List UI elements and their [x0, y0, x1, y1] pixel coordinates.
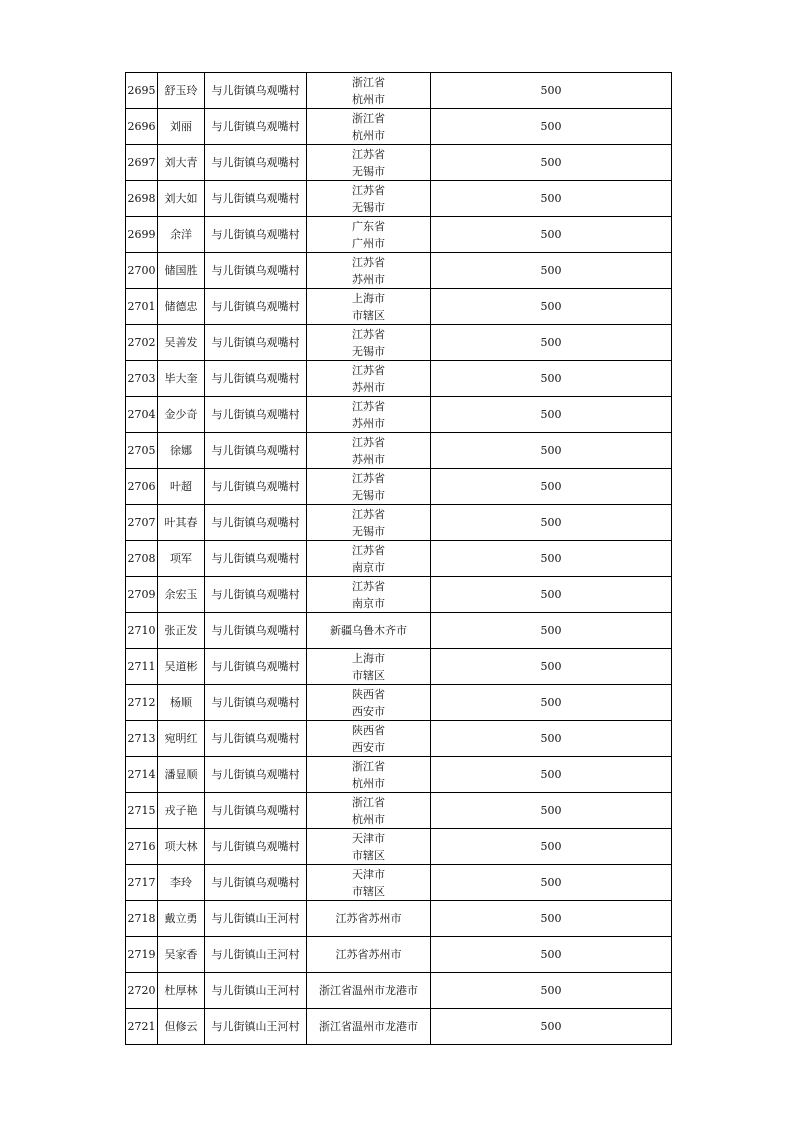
subsidy-amount: 500: [431, 901, 672, 937]
person-name: 杜厚林: [158, 973, 205, 1009]
subsidy-amount: 500: [431, 289, 672, 325]
location-line: 无锡市: [352, 524, 385, 538]
table-row: [126, 793, 672, 829]
location-line: 江苏省: [352, 507, 385, 521]
row-number: 2716: [126, 829, 158, 865]
table-row: [126, 109, 672, 145]
table-row: [126, 937, 672, 973]
location-line: 市辖区: [352, 308, 385, 322]
village-name: 与儿街镇乌观嘴村: [205, 505, 307, 541]
work-location: [307, 829, 431, 865]
table-row: [126, 433, 672, 469]
work-location: [307, 973, 431, 1009]
location-line: 江苏省: [352, 579, 385, 593]
row-number: 2719: [126, 937, 158, 973]
village-name: 与儿街镇乌观嘴村: [205, 469, 307, 505]
table-row: [126, 649, 672, 685]
person-name: 徐娜: [158, 433, 205, 469]
subsidy-amount: 500: [431, 757, 672, 793]
subsidy-amount: 500: [431, 505, 672, 541]
table-row: [126, 181, 672, 217]
location-line: 江苏省苏州市: [335, 948, 402, 961]
table-row: [126, 541, 672, 577]
row-number: 2708: [126, 541, 158, 577]
work-location: [307, 721, 431, 757]
row-number: 2702: [126, 325, 158, 361]
table-row: [126, 865, 672, 901]
work-location: [307, 145, 431, 181]
location-line: 无锡市: [352, 488, 385, 502]
village-name: 与儿街镇乌观嘴村: [205, 865, 307, 901]
person-name: 项军: [158, 541, 205, 577]
work-location: [307, 505, 431, 541]
table-row: [126, 145, 672, 181]
location-line: 浙江省: [352, 75, 385, 89]
location-line: 陕西省: [352, 723, 385, 737]
person-name: 吴道彬: [158, 649, 205, 685]
table-row: [126, 613, 672, 649]
work-location: [307, 757, 431, 793]
location-line: 市辖区: [352, 848, 385, 862]
subsidy-amount: 500: [431, 685, 672, 721]
work-location: [307, 937, 431, 973]
work-location: [307, 433, 431, 469]
work-location: [307, 901, 431, 937]
person-name: 吴家香: [158, 937, 205, 973]
person-name: 吴善发: [158, 325, 205, 361]
person-name: 宛明红: [158, 721, 205, 757]
table-row: [126, 217, 672, 253]
row-number: 2697: [126, 145, 158, 181]
row-number: 2698: [126, 181, 158, 217]
village-name: 与儿街镇山王河村: [205, 937, 307, 973]
location-line: 江苏省苏州市: [335, 912, 402, 925]
subsidy-amount: 500: [431, 937, 672, 973]
subsidy-amount: 500: [431, 217, 672, 253]
person-name: 戎子艳: [158, 793, 205, 829]
table-row: [126, 253, 672, 289]
subsidy-amount: 500: [431, 325, 672, 361]
village-name: 与儿街镇乌观嘴村: [205, 217, 307, 253]
village-name: 与儿街镇乌观嘴村: [205, 361, 307, 397]
row-number: 2695: [126, 73, 158, 109]
row-number: 2714: [126, 757, 158, 793]
location-line: 浙江省温州市龙港市: [319, 1020, 418, 1033]
person-name: 毕大奎: [158, 361, 205, 397]
person-name: 储国胜: [158, 253, 205, 289]
person-name: 叶其春: [158, 505, 205, 541]
work-location: [307, 217, 431, 253]
village-name: 与儿街镇山王河村: [205, 901, 307, 937]
work-location: [307, 361, 431, 397]
village-name: 与儿街镇乌观嘴村: [205, 397, 307, 433]
person-name: 刘大如: [158, 181, 205, 217]
location-line: 无锡市: [352, 200, 385, 214]
subsidy-amount: 500: [431, 469, 672, 505]
work-location: [307, 109, 431, 145]
village-name: 与儿街镇乌观嘴村: [205, 613, 307, 649]
village-name: 与儿街镇乌观嘴村: [205, 109, 307, 145]
work-location: [307, 685, 431, 721]
row-number: 2712: [126, 685, 158, 721]
location-line: 苏州市: [352, 272, 385, 286]
subsidy-amount: 500: [431, 109, 672, 145]
person-name: 项大林: [158, 829, 205, 865]
location-line: 广州市: [352, 236, 385, 250]
row-number: 2703: [126, 361, 158, 397]
work-location: [307, 1009, 431, 1045]
row-number: 2713: [126, 721, 158, 757]
table-row: [126, 757, 672, 793]
subsidy-amount: 500: [431, 361, 672, 397]
subsidy-amount: 500: [431, 649, 672, 685]
row-number: 2704: [126, 397, 158, 433]
subsidy-amount: 500: [431, 397, 672, 433]
table-row: [126, 685, 672, 721]
location-line: 浙江省: [352, 111, 385, 125]
village-name: 与儿街镇乌观嘴村: [205, 253, 307, 289]
table-row: [126, 721, 672, 757]
village-name: 与儿街镇乌观嘴村: [205, 577, 307, 613]
location-line: 南京市: [352, 596, 385, 610]
row-number: 2721: [126, 1009, 158, 1045]
subsidy-amount: 500: [431, 973, 672, 1009]
location-line: 西安市: [352, 740, 385, 754]
table-row: [126, 829, 672, 865]
location-line: 西安市: [352, 704, 385, 718]
village-name: 与儿街镇乌观嘴村: [205, 649, 307, 685]
table-row: [126, 397, 672, 433]
work-location: [307, 253, 431, 289]
person-name: 储德忠: [158, 289, 205, 325]
subsidy-amount: 500: [431, 577, 672, 613]
subsidy-amount: 500: [431, 433, 672, 469]
work-location: [307, 613, 431, 649]
person-name: 刘丽: [158, 109, 205, 145]
subsidy-amount: 500: [431, 145, 672, 181]
row-number: 2715: [126, 793, 158, 829]
village-name: 与儿街镇乌观嘴村: [205, 73, 307, 109]
table-row: [126, 289, 672, 325]
work-location: [307, 181, 431, 217]
table-row: [126, 73, 672, 109]
work-location: [307, 73, 431, 109]
subsidy-amount: 500: [431, 73, 672, 109]
row-number: 2710: [126, 613, 158, 649]
village-name: 与儿街镇乌观嘴村: [205, 829, 307, 865]
work-location: [307, 289, 431, 325]
person-name: 余宏玉: [158, 577, 205, 613]
location-line: 杭州市: [352, 128, 385, 142]
location-line: 苏州市: [352, 452, 385, 466]
row-number: 2706: [126, 469, 158, 505]
village-name: 与儿街镇乌观嘴村: [205, 685, 307, 721]
row-number: 2720: [126, 973, 158, 1009]
village-name: 与儿街镇乌观嘴村: [205, 541, 307, 577]
location-line: 江苏省: [352, 471, 385, 485]
location-line: 广东省: [352, 219, 385, 233]
location-line: 市辖区: [352, 668, 385, 682]
location-line: 无锡市: [352, 164, 385, 178]
location-line: 浙江省: [352, 759, 385, 773]
table-body: [126, 73, 672, 1045]
person-name: 金少奇: [158, 397, 205, 433]
work-location: [307, 397, 431, 433]
table-row: [126, 901, 672, 937]
person-name: 戴立勇: [158, 901, 205, 937]
person-name: 潘显顺: [158, 757, 205, 793]
subsidy-amount: 500: [431, 541, 672, 577]
location-line: 新疆乌鲁木齐市: [330, 624, 407, 637]
table-row: [126, 505, 672, 541]
subsidy-amount: 500: [431, 613, 672, 649]
location-line: 天津市: [352, 831, 385, 845]
subsidy-amount: 500: [431, 721, 672, 757]
row-number: 2711: [126, 649, 158, 685]
village-name: 与儿街镇乌观嘴村: [205, 433, 307, 469]
subsidy-amount: 500: [431, 793, 672, 829]
location-line: 江苏省: [352, 255, 385, 269]
location-line: 江苏省: [352, 543, 385, 557]
work-location: [307, 577, 431, 613]
location-line: 无锡市: [352, 344, 385, 358]
work-location: [307, 469, 431, 505]
person-name: 余洋: [158, 217, 205, 253]
location-line: 浙江省: [352, 795, 385, 809]
village-name: 与儿街镇乌观嘴村: [205, 721, 307, 757]
location-line: 江苏省: [352, 399, 385, 413]
work-location: [307, 325, 431, 361]
subsidy-amount: 500: [431, 829, 672, 865]
row-number: 2700: [126, 253, 158, 289]
location-line: 苏州市: [352, 416, 385, 430]
row-number: 2717: [126, 865, 158, 901]
person-name: 李玲: [158, 865, 205, 901]
village-name: 与儿街镇乌观嘴村: [205, 793, 307, 829]
village-name: 与儿街镇乌观嘴村: [205, 181, 307, 217]
village-name: 与儿街镇乌观嘴村: [205, 325, 307, 361]
table-row: [126, 1009, 672, 1045]
table-row: [126, 973, 672, 1009]
location-line: 上海市: [352, 291, 385, 305]
location-line: 杭州市: [352, 812, 385, 826]
village-name: 与儿街镇乌观嘴村: [205, 289, 307, 325]
subsidy-amount: 500: [431, 865, 672, 901]
person-name: 叶超: [158, 469, 205, 505]
row-number: 2709: [126, 577, 158, 613]
work-location: [307, 541, 431, 577]
location-line: 江苏省: [352, 147, 385, 161]
location-line: 陕西省: [352, 687, 385, 701]
location-line: 江苏省: [352, 327, 385, 341]
location-line: 浙江省温州市龙港市: [319, 984, 418, 997]
location-line: 天津市: [352, 867, 385, 881]
person-name: 舒玉玲: [158, 73, 205, 109]
row-number: 2696: [126, 109, 158, 145]
subsidy-table: [125, 72, 672, 1045]
table-row: [126, 325, 672, 361]
person-name: 但修云: [158, 1009, 205, 1045]
row-number: 2707: [126, 505, 158, 541]
village-name: 与儿街镇山王河村: [205, 973, 307, 1009]
work-location: [307, 865, 431, 901]
row-number: 2718: [126, 901, 158, 937]
subsidy-amount: 500: [431, 181, 672, 217]
row-number: 2701: [126, 289, 158, 325]
location-line: 南京市: [352, 560, 385, 574]
location-line: 杭州市: [352, 776, 385, 790]
location-line: 江苏省: [352, 363, 385, 377]
subsidy-amount: 500: [431, 253, 672, 289]
location-line: 苏州市: [352, 380, 385, 394]
location-line: 上海市: [352, 651, 385, 665]
table-row: [126, 469, 672, 505]
work-location: [307, 793, 431, 829]
person-name: 刘大青: [158, 145, 205, 181]
location-line: 杭州市: [352, 92, 385, 106]
subsidy-amount: 500: [431, 1009, 672, 1045]
village-name: 与儿街镇乌观嘴村: [205, 145, 307, 181]
row-number: 2705: [126, 433, 158, 469]
row-number: 2699: [126, 217, 158, 253]
work-location: [307, 649, 431, 685]
location-line: 江苏省: [352, 183, 385, 197]
table-row: [126, 361, 672, 397]
location-line: 江苏省: [352, 435, 385, 449]
table-row: [126, 577, 672, 613]
village-name: 与儿街镇山王河村: [205, 1009, 307, 1045]
person-name: 张正发: [158, 613, 205, 649]
village-name: 与儿街镇乌观嘴村: [205, 757, 307, 793]
person-name: 杨顺: [158, 685, 205, 721]
location-line: 市辖区: [352, 884, 385, 898]
